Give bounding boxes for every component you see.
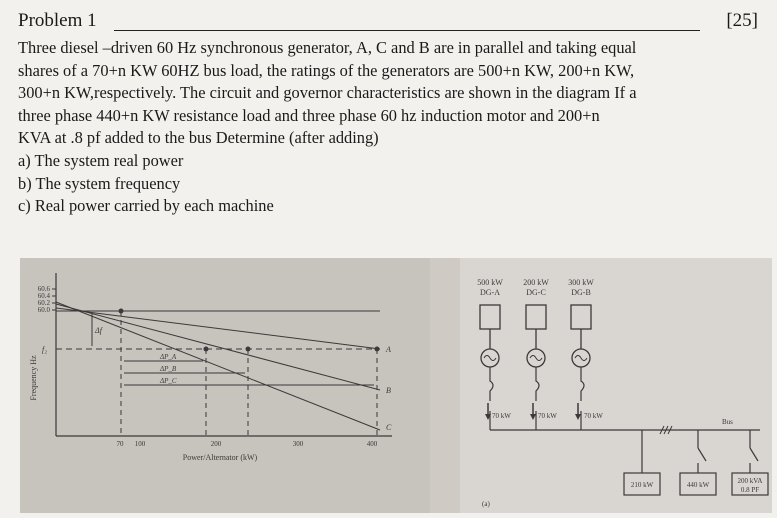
delta-f-label: Δf — [95, 326, 102, 335]
load-label: 210 kW — [630, 481, 654, 489]
x-tick-label: 100 — [134, 440, 146, 448]
governor-chart — [20, 258, 430, 513]
y-tick-label: 60.6 — [37, 285, 50, 293]
governor-chart-svg — [20, 258, 430, 513]
sine-wave-icon — [530, 356, 542, 361]
sine-wave-icon — [484, 356, 496, 361]
question-list — [18, 150, 274, 218]
statement-line: Three diesel –driven 60 Hz synchronous generator, A, C and B are in parallel and taking equal — [18, 38, 637, 57]
x-axis-label: Power/Alternator (kW) — [182, 453, 258, 462]
output-label: 70 kW — [538, 412, 557, 420]
title-underline — [114, 30, 700, 31]
x-tick-label: 70 — [116, 440, 124, 448]
delta-p-label: ΔP_A — [160, 353, 177, 361]
operating-point-dot — [204, 347, 209, 352]
delta-p-label: ΔP_C — [160, 377, 177, 385]
generator-rating: 500 kW — [477, 278, 503, 287]
y-tick-label: 60.2 — [37, 299, 50, 307]
operating-point-dot — [246, 347, 251, 352]
load-label: 200 kVA — [737, 477, 763, 485]
generator-name: DG-B — [571, 288, 591, 297]
question-item: a) The system real power — [18, 151, 184, 170]
x-tick-label: 300 — [292, 440, 304, 448]
operating-point-dot — [375, 347, 380, 352]
diesel-engine-box — [571, 305, 591, 329]
output-label: 70 kW — [584, 412, 603, 420]
figure-photo — [20, 258, 772, 513]
breaker-symbol — [490, 367, 493, 401]
three-phase-mark — [660, 426, 672, 434]
generator-rating: 200 kW — [523, 278, 549, 287]
x-tick-label: 400 — [366, 440, 378, 448]
question-item: c) Real power carried by each machine — [18, 196, 274, 215]
line-label-c: C — [386, 423, 392, 432]
breaker-symbol — [581, 367, 584, 401]
circuit-diagram — [460, 258, 772, 513]
delta-p-label: ΔP_B — [160, 365, 177, 373]
breaker-symbol — [536, 367, 539, 401]
load-switch — [698, 448, 706, 461]
statement-line: KVA at .8 pf added to the bus Determine (after adding) — [18, 128, 379, 147]
question-item: b) The system frequency — [18, 173, 181, 193]
generator-name: DG-C — [526, 288, 546, 297]
statement-line: three phase 440+n KW resistance load and three phase 60 hz induction motor and 200+n — [18, 105, 600, 125]
problem-title: Problem 1 — [18, 10, 97, 31]
droop-line-a — [56, 308, 380, 349]
problem-statement — [18, 37, 768, 150]
sine-wave-icon — [575, 356, 587, 361]
bus-label: Bus — [722, 418, 733, 426]
problem-header — [18, 10, 758, 34]
y-tick-label: 60.0 — [37, 306, 50, 314]
line-label-b: B — [386, 386, 391, 395]
line-label-a: A — [386, 345, 391, 354]
generator-rating: 300 kW — [568, 278, 594, 287]
y-tick-label: 60.4 — [37, 292, 50, 300]
diesel-engine-box — [526, 305, 546, 329]
droop-line-c — [56, 302, 380, 430]
power-arrow-head-icon — [575, 414, 581, 420]
problem-points: [25] — [726, 10, 758, 31]
circuit-diagram-svg — [460, 258, 772, 513]
statement-line: 300+n KW,respectively. The circuit and governor characteristics are shown in the diagram If a — [18, 83, 637, 102]
f2-label: f₂ — [42, 345, 48, 354]
figure-tag: (a) — [482, 500, 490, 508]
power-arrow-head-icon — [530, 414, 536, 420]
output-label: 70 kW — [492, 412, 511, 420]
y-axis-label: Frequency Hz — [29, 355, 38, 401]
load-switch — [750, 448, 758, 461]
x-tick-label: 200 — [210, 440, 222, 448]
statement-line: shares of a 70+n KW 60HZ bus load, the ratings of the generators are 500+n KW, 200+n KW, — [18, 60, 635, 80]
diesel-engine-box — [480, 305, 500, 329]
load-label-pf: 0.8 PF — [740, 486, 760, 494]
load-label: 440 kW — [686, 481, 710, 489]
generator-name: DG-A — [480, 288, 500, 297]
droop-line-b — [56, 304, 380, 390]
operating-point-dot — [119, 309, 124, 314]
